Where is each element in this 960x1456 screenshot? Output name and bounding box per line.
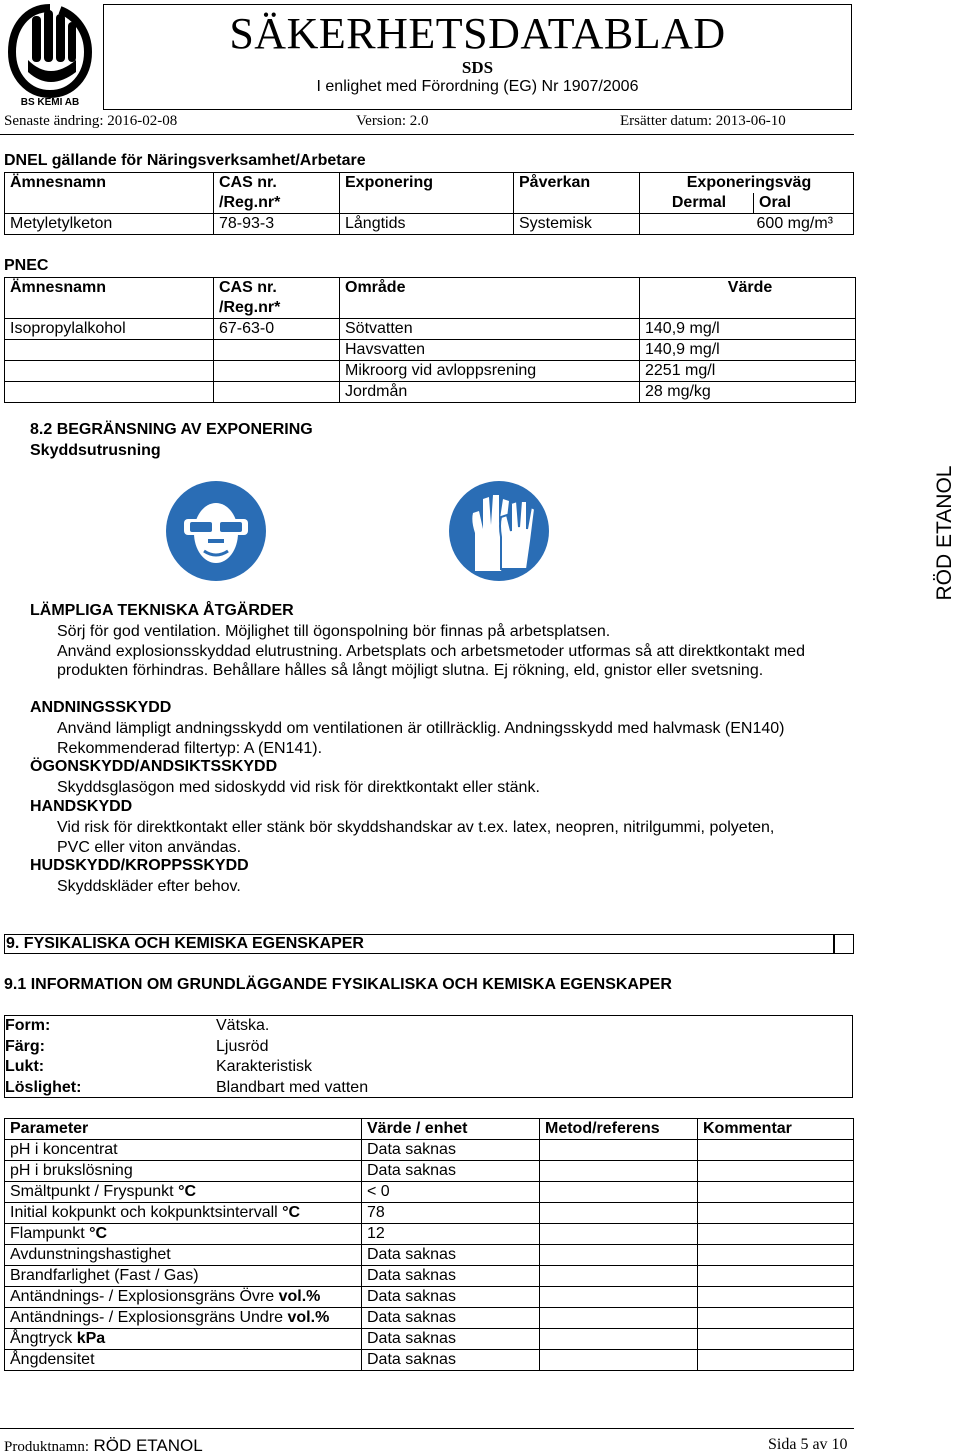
parameter-value: Data saknas bbox=[362, 1266, 540, 1287]
product-name: RÖD ETANOL bbox=[93, 1436, 203, 1455]
section-9-heading: 9. FYSIKALISKA OCH KEMISKA EGENSKAPER bbox=[6, 935, 364, 952]
table-row bbox=[5, 1182, 854, 1203]
skin-protection-heading: HUDSKYDD/KROPPSSKYDD bbox=[30, 857, 249, 874]
parameter-name: pH i koncentrat bbox=[5, 1140, 362, 1161]
parameter-name: pH i brukslösning bbox=[5, 1161, 362, 1182]
pnec-col-value: Värde bbox=[640, 278, 856, 319]
pnec-value: 140,9 mg/l bbox=[640, 319, 856, 340]
document-subtitle: SDS bbox=[461, 58, 494, 77]
section-82-heading: 8.2 BEGRÄNSNING AV EXPONERING bbox=[30, 421, 313, 438]
property-value: Vätska. bbox=[216, 1017, 270, 1034]
pnec-table bbox=[4, 277, 856, 403]
footer-divider bbox=[0, 1428, 854, 1429]
parameter-name: Avdunstningshastighet bbox=[5, 1245, 362, 1266]
parameter-name: Antändnings- / Explosionsgräns Undre vol.% bbox=[5, 1308, 362, 1329]
pnec-value: 2251 mg/l bbox=[640, 361, 856, 382]
pnec-value: 28 mg/kg bbox=[640, 382, 856, 403]
parameter-value: Data saknas bbox=[362, 1350, 540, 1371]
parameter-value: Data saknas bbox=[362, 1308, 540, 1329]
hand-protection-heading: HANDSKYDD bbox=[30, 798, 133, 815]
respiratory-text: Använd lämpligt andningsskydd om ventilationen är otillräcklig. Andningsskydd med halvmask (EN140) Rekommenderad filtertyp: A (EN141). bbox=[57, 720, 785, 757]
pnec-cas bbox=[214, 361, 340, 382]
table-row bbox=[5, 1203, 854, 1224]
version: Version: 2.0 bbox=[356, 113, 429, 129]
parameter-comment bbox=[698, 1329, 854, 1350]
parameter-comment bbox=[698, 1350, 854, 1371]
property-value: Ljusröd bbox=[216, 1037, 269, 1055]
dnel-col-effect: Påverkan bbox=[514, 173, 640, 214]
table-row bbox=[5, 1308, 854, 1329]
parameter-unit: kPa bbox=[76, 1330, 106, 1347]
section-82-sub: Skyddsutrusning bbox=[30, 442, 161, 459]
pnec-area: Mikroorg vid avloppsrening bbox=[340, 361, 640, 382]
parameter-value: Data saknas bbox=[362, 1287, 540, 1308]
parameters-table bbox=[4, 1118, 854, 1371]
dnel-heading: DNEL gällande för Näringsverksamhet/Arbetare bbox=[4, 152, 366, 169]
table-row bbox=[5, 1245, 854, 1266]
property-label: Lukt: bbox=[5, 1058, 45, 1075]
dnel-col-exposure: Exponering bbox=[340, 173, 514, 214]
property-value: Blandbart med vatten bbox=[216, 1078, 369, 1096]
parameter-unit: vol.% bbox=[287, 1309, 330, 1326]
parameter-method bbox=[540, 1224, 698, 1245]
parameter-name: Smältpunkt / Fryspunkt °C bbox=[5, 1182, 362, 1203]
parameter-value: 12 bbox=[362, 1224, 540, 1245]
safety-goggles-icon bbox=[166, 481, 266, 586]
parameter-comment bbox=[698, 1182, 854, 1203]
basic-properties-table bbox=[5, 1016, 368, 1098]
parameter-name: Ångtryck kPa bbox=[5, 1329, 362, 1350]
section-91-heading: 9.1 INFORMATION OM GRUNDLÄGGANDE FYSIKALISKA OCH KEMISKA EGENSKAPER bbox=[4, 976, 672, 993]
replaces-date: Ersätter datum: 2013-06-10 bbox=[620, 113, 786, 129]
parameter-comment bbox=[698, 1245, 854, 1266]
hand-protection-text: Vid risk för direktkontakt eller stänk bör skyddshandskar av t.ex. latex, neopren, nitrilgummi, polyeten, PVC eller viton användas. bbox=[57, 819, 775, 856]
table-row bbox=[5, 1037, 368, 1058]
parameter-name: Brandfarlighet (Fast / Gas) bbox=[5, 1266, 362, 1287]
parameter-comment bbox=[698, 1308, 854, 1329]
respiratory-heading: ANDNINGSSKYDD bbox=[30, 699, 172, 716]
document-title: SÄKERHETSDATABLAD bbox=[229, 9, 726, 58]
parameter-method bbox=[540, 1161, 698, 1182]
table-row bbox=[5, 1224, 854, 1245]
table-row bbox=[5, 382, 856, 403]
table-row bbox=[5, 361, 856, 382]
table-row bbox=[5, 214, 854, 235]
table-header-row bbox=[5, 278, 856, 319]
table-row bbox=[5, 1078, 368, 1099]
table-row bbox=[5, 1140, 854, 1161]
parameter-unit: °C bbox=[178, 1183, 197, 1200]
parameter-comment bbox=[698, 1266, 854, 1287]
logo-text: BS KEMI AB bbox=[20, 97, 80, 108]
pnec-col-area: Område bbox=[340, 278, 640, 319]
parameter-name: Antändnings- / Explosionsgräns Övre vol.% bbox=[5, 1287, 362, 1308]
property-value: Karakteristisk bbox=[216, 1058, 313, 1075]
regulation-text: I enlighet med Förordning (EG) Nr 1907/2006 bbox=[316, 78, 639, 95]
eye-protection-heading: ÖGONSKYDD/ANDSIKTSSKYDD bbox=[30, 758, 278, 775]
last-change: Senaste ändring: 2016-02-08 bbox=[4, 113, 178, 129]
parameter-method bbox=[540, 1203, 698, 1224]
pnec-name bbox=[5, 340, 214, 361]
parameter-method bbox=[540, 1140, 698, 1161]
property-label: Form: bbox=[5, 1017, 51, 1034]
pnec-name: Isopropylalkohol bbox=[5, 319, 214, 340]
parameter-value: Data saknas bbox=[362, 1161, 540, 1182]
dnel-value: 600 mg/m³ bbox=[640, 214, 854, 235]
parameter-method bbox=[540, 1287, 698, 1308]
pnec-name bbox=[5, 382, 214, 403]
footer-product bbox=[4, 1436, 203, 1456]
parameter-unit: vol.% bbox=[278, 1288, 321, 1305]
table-row bbox=[5, 1287, 854, 1308]
pnec-cas: 67-63-0 bbox=[214, 319, 340, 340]
table-header-row bbox=[5, 173, 854, 194]
pnec-area: Jordmån bbox=[340, 382, 640, 403]
pnec-value: 140,9 mg/l bbox=[640, 340, 856, 361]
dnel-name: Metyletylketon bbox=[5, 214, 214, 235]
parameter-value: 78 bbox=[362, 1203, 540, 1224]
parameter-name: Ångdensitet bbox=[5, 1350, 362, 1371]
dnel-exposure: Långtids bbox=[340, 214, 514, 235]
table-row bbox=[5, 1016, 368, 1037]
col-method: Metod/referens bbox=[540, 1119, 698, 1140]
col-parameter: Parameter bbox=[5, 1119, 362, 1140]
pnec-col-cas: CAS nr. /Reg.nr* bbox=[214, 278, 340, 319]
dnel-col-name: Ämnesnamn bbox=[5, 173, 214, 214]
dnel-col-route: Exponeringsväg bbox=[640, 173, 854, 194]
side-product-label: RÖD ETANOL bbox=[933, 465, 956, 601]
pnec-col-name: Ämnesnamn bbox=[5, 278, 214, 319]
header-divider bbox=[0, 134, 854, 135]
pnec-name bbox=[5, 361, 214, 382]
pnec-heading: PNEC bbox=[4, 257, 49, 274]
parameter-value: < 0 bbox=[362, 1182, 540, 1203]
col-value: Värde / enhet bbox=[362, 1119, 540, 1140]
parameter-name: Flampunkt °C bbox=[5, 1224, 362, 1245]
parameter-unit: °C bbox=[89, 1225, 108, 1242]
parameter-value: Data saknas bbox=[362, 1329, 540, 1350]
table-row bbox=[5, 319, 856, 340]
parameter-unit: °C bbox=[282, 1204, 301, 1221]
table-row bbox=[5, 1161, 854, 1182]
protective-gloves-icon bbox=[449, 481, 549, 586]
dnel-col-oral: Oral bbox=[754, 193, 854, 214]
parameter-method bbox=[540, 1350, 698, 1371]
table-row bbox=[5, 1057, 368, 1078]
col-comment: Kommentar bbox=[698, 1119, 854, 1140]
dnel-col-dermal: Dermal bbox=[640, 193, 754, 214]
company-logo bbox=[2, 2, 98, 108]
property-label: Färg: bbox=[5, 1037, 45, 1055]
parameter-method bbox=[540, 1308, 698, 1329]
parameter-method bbox=[540, 1245, 698, 1266]
parameter-comment bbox=[698, 1224, 854, 1245]
tech-measures-heading: LÄMPLIGA TEKNISKA ÅTGÄRDER bbox=[30, 602, 294, 619]
pnec-area: Havsvatten bbox=[340, 340, 640, 361]
table-row bbox=[5, 340, 856, 361]
dnel-table bbox=[4, 172, 854, 235]
parameter-comment bbox=[698, 1161, 854, 1182]
parameter-name: Initial kokpunkt och kokpunktsintervall °C bbox=[5, 1203, 362, 1224]
table-header-row bbox=[5, 1119, 854, 1140]
pnec-cas bbox=[214, 340, 340, 361]
parameter-comment bbox=[698, 1140, 854, 1161]
parameter-value: Data saknas bbox=[362, 1245, 540, 1266]
parameter-value: Data saknas bbox=[362, 1140, 540, 1161]
dnel-cas: 78-93-3 bbox=[214, 214, 340, 235]
dnel-col-cas: CAS nr. /Reg.nr* bbox=[214, 173, 340, 214]
table-row bbox=[5, 1266, 854, 1287]
table-row bbox=[5, 1329, 854, 1350]
parameter-method bbox=[540, 1329, 698, 1350]
table-row bbox=[5, 1350, 854, 1371]
parameter-comment bbox=[698, 1203, 854, 1224]
pnec-cas bbox=[214, 382, 340, 403]
page-number: Sida 5 av 10 bbox=[768, 1436, 848, 1453]
section-9-box-end bbox=[834, 934, 854, 954]
eye-protection-text: Skyddsglasögon med sidoskydd vid risk för direktkontakt eller stänk. bbox=[57, 779, 540, 796]
parameter-method bbox=[540, 1266, 698, 1287]
product-label: Produktnamn: bbox=[4, 1439, 89, 1455]
property-label: Löslighet: bbox=[5, 1078, 82, 1096]
dnel-effect: Systemisk bbox=[514, 214, 640, 235]
parameter-method bbox=[540, 1182, 698, 1203]
skin-protection-text: Skyddskläder efter behov. bbox=[57, 878, 241, 895]
tech-measures-text: Sörj för god ventilation. Möjlighet till ögonspolning bör finnas på arbetsplatsen. Använd explosionsskyddad elutrustning. Arbetsplats och arbetsmetoder utformas så att direktkontakt med produkten förhindras. Behållare hålles så långt möjligt slutna. Ej rökning, eld, gnistor eller svetsning. bbox=[57, 623, 805, 679]
parameter-comment bbox=[698, 1287, 854, 1308]
pnec-area: Sötvatten bbox=[340, 319, 640, 340]
